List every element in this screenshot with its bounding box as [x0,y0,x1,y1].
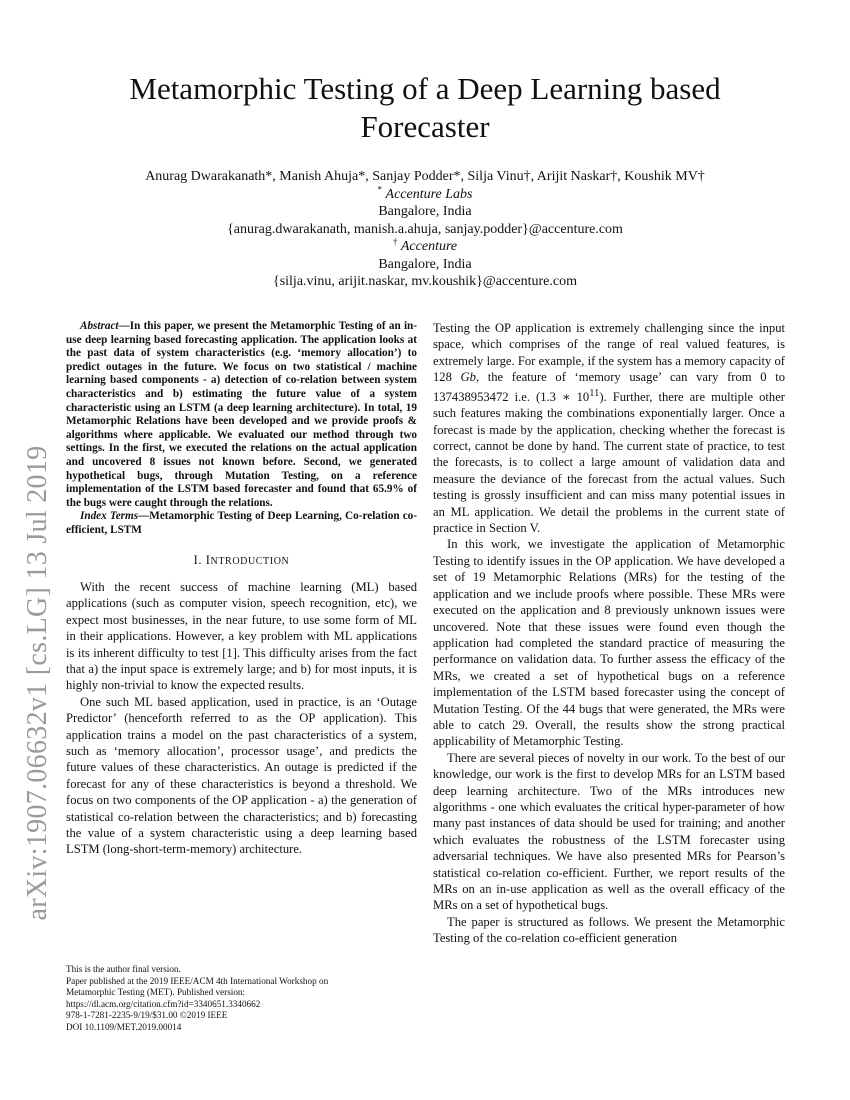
paragraph-text: Testing the OP application is extremely challenging since the input space, which comprises of the range of real valued features, is extremely large. For example, if the system has a memory capacity of 128 [433,321,785,385]
right-column [433,320,785,947]
index-terms-label: Index Terms [80,510,139,523]
affiliation-2 [60,238,790,256]
affiliation-1-city: Bangalore, India [378,204,472,219]
section-title-rest: NTRODUCTION [210,555,290,567]
section-number: I. [193,552,203,567]
footnote-line: Metamorphic Testing (MET). Published version: [66,987,246,998]
exponent: 11 [589,387,600,399]
unit-gb: Gb [460,370,476,385]
section-title-initial: I [205,552,211,567]
body-paragraph: One such ML based application, used in practice, is an ‘Outage Predictor’ (henceforth referred to as the OP application). This application trains a model on the past characteristics of a system, such as ‘memory allocation’, processor usage’, and predicts the future values of these characteristics. An outage is predicted if the forecast for any of these characteristics is beyond a threshold. We focus on two components of the OP application - a) the generation of statistical co-relation between the characteristics; and b) forecasting the value of a system characteristic using a deep learning based LSTM (long-short-term-memory) architecture. [66,694,417,857]
affiliation-2-city: Bangalore, India [378,256,472,272]
section-heading-introduction [66,552,417,570]
abstract-label: Abstract [80,320,119,332]
title-line-2: Forecaster [360,109,490,144]
left-column [66,320,417,858]
body-paragraph: With the recent success of machine learning (ML) based applications (such as computer vision, speech recognition, etc), we expect most businesses, in the near future, to use some form of ML in their applications. However, a key problem with ML applications is its inherent difficulty to test [1]. This difficulty arises from the fact that a) the input space is extremely large; and b) for most inputs, it is highly non-trivial to know the expected results. [66,579,417,693]
author-names: Anurag Dwarakanath*, Manish Ahuja*, Sanjay Podder*, Silja Vinu†, Arijit Naskar†, Koushik MV† [145,169,705,184]
affiliation-1-email: {anurag.dwarakanath, manish.a.ahuja, sanjay.podder}@accenture.com [227,221,623,237]
paragraph-text: ). Further, there are multiple other such features making the combinations exponentially larger. Once a forecast is made by the application, checking whether the forecast is correct, cannot be done by hand. The current state of practice, to test the forecasts, is to collect a large amount of validation data and measure the deviance of the forecast from the actual values. Such testing is grossly insufficient and can miss many potential issues in an ML application. We detail the problems in the current state of practice in Section V. [433,389,785,536]
body-paragraph [433,320,785,536]
affiliation-2-name: Accenture [400,239,458,254]
body-paragraph: The paper is structured as follows. We present the Metamorphic Testing of the co-relation co-efficient generation [433,914,785,946]
affiliation-1-name: Accenture Labs [385,186,473,202]
index-terms-text: —Metamorphic Testing of Deep Learning, Co-relation co-efficient, LSTM [66,510,417,536]
abstract-text: —In this paper, we present the Metamorphic Testing of an in-use deep learning based forecasting application. The application looks at the past data of system characteristics (e.g. ‘memory allocation’) to predict outages in the future. We focus on two statistical / machine learning based components - a) detection of co-relation between system characteristics and b) estimating the future value of a system characteristic using an LSTM (a deep learning architecture). In total, 19 Metamorphic Relations have been developed and we provide proofs & algorithms where applicable. We evaluated our method through two settings. In the first, we executed the relations on the actual application and uncovered 8 issues not known before. Second, we generated hypothetical bugs, through Mutation Testing, on a reference implementation of the LSTM based forecaster and found that 65.9% of the bugs were caught through the relations. [66,320,417,509]
paragraph-text: , the feature of ‘memory usage’ can vary from 0 to 137438953472 i.e. (1.3 ∗ 10 [433,370,785,404]
footnote-line: This is the author final version. [66,964,181,974]
affiliation-2-email: {silja.vinu, arijit.naskar, mv.koushik}@accenture.com [272,274,577,289]
affiliation-1-mark: * [377,183,383,194]
footnote-line: https://dl.acm.org/citation.cfm?id=3340651.3340662 [66,998,261,1009]
footnote-line: Paper published at the 2019 IEEE/ACM 4th International Workshop on [66,975,329,986]
title-line-1: Metamorphic Testing of a Deep Learning based [129,71,721,106]
abstract [66,320,417,510]
arxiv-identifier-stamp: arXiv:1907.06632v1 [cs.LG] 13 Jul 2019 [22,445,53,921]
paper-title [60,70,790,146]
index-terms [66,510,417,537]
footnote-line: 978-1-7281-2235-9/19/$31.00 ©2019 IEEE [66,1010,228,1021]
footnote-line: DOI 10.1109/MET.2019.00014 [66,1021,182,1032]
body-paragraph: There are several pieces of novelty in our work. To the best of our knowledge, our work is the first to develop MRs for an LSTM based deep learning architecture. Two of the MRs introduces new algorithms - one which evaluates the critical hyper-parameter of how many past instances of data should be used for training; and another which evaluates the robustness of the LSTM forecaster using adversarial techniques. We have also presented MRs for Pearson’s statistical co-relation co-efficient. Further, we report results of the MRs on an in-use application as well as the overall efficacy of the MRs on a set of hypothetical bugs. [433,750,785,913]
body-paragraph: In this work, we investigate the application of Metamorphic Testing to identify issues in the OP application. We have developed a set of 19 Metamorphic Relations (MRs) for the testing of the application and we include proofs where possible. These MRs were executed on the application and 8 previously unknown issues were uncovered. Note that these issues were found even though the application had completed the standard practice of measuring the performance on validation data. To further assess the efficacy of the MRs, we created a set of hypothetical bugs on a reference implementation of the LSTM based forecaster using the concept of Mutation Testing. Of the 44 bugs that were generated, the MRs were able to catch 29. Overall, the results show the strong practical applicability of Metamorphic Testing. [433,537,785,749]
affiliation-2-mark: † [392,236,398,247]
affiliation-1 [60,183,790,204]
copyright-footnote [66,964,417,1034]
author-block [60,168,790,291]
